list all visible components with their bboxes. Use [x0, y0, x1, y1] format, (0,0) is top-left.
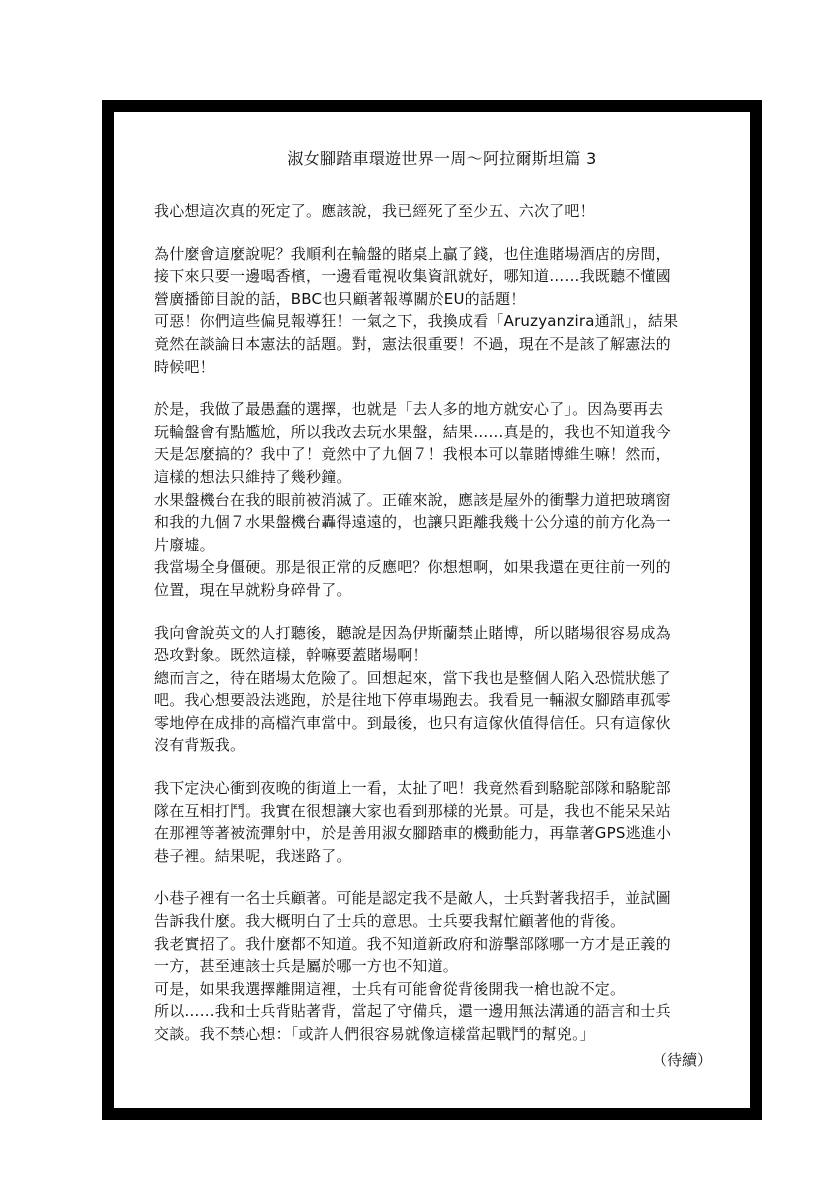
text-line: 水果盤機台在我的眼前被消滅了。正確來說，應該是屋外的衝擊力道把玻璃窗	[154, 490, 671, 509]
text-line: 天是怎麼搞的？我中了！竟然中了九個７！我根本可以靠賭博維生嘛！然而，	[154, 445, 671, 464]
paragraph	[154, 200, 720, 223]
paragraph	[154, 887, 720, 1045]
text-line: 小巷子裡有一名士兵顧著。可能是認定我不是敵人，士兵對著我招手，並試圖	[154, 889, 671, 908]
text-line: 位置，現在早就粉身碎骨了。	[154, 580, 352, 599]
article-body	[154, 148, 720, 1071]
text-line: 交談。我不禁心想：「或許人們很容易就像這樣當起戰鬥的幫兇。」	[154, 1025, 596, 1043]
paragraph-list	[154, 200, 720, 1046]
text-line: 可是，如果我選擇離開這裡，士兵有可能會從背後開我一槍也說不定。	[154, 979, 626, 998]
text-line: 為什麼會這麼說呢？我順利在輪盤的賭桌上贏了錢，也住進賭場酒店的房間，	[154, 244, 671, 263]
paragraph	[154, 398, 720, 601]
text-line: 可惡！你們這些偏見報導狂！一氣之下，我換成看「Aruzyanzira通訊」，結果	[154, 312, 679, 331]
text-line: 竟然在談論日本憲法的話題。對，憲法很重要！不過，現在不是該了解憲法的	[154, 334, 671, 353]
paragraph	[154, 243, 720, 379]
text-line: 恐攻對象。既然這樣，幹嘛要蓋賭場啊！	[154, 646, 428, 665]
page-frame	[102, 100, 762, 1120]
paragraph	[154, 622, 720, 758]
text-line: 在那裡等著被流彈射中，於是善用淑女腳踏車的機動能力，再靠著GPS逃進小	[154, 824, 672, 843]
text-line: 一方，甚至連該士兵是屬於哪一方也不知道。	[154, 957, 459, 976]
text-line: 和我的九個７水果盤機台轟得遠遠的，也讓只距離我幾十公分遠的前方化為一	[154, 513, 671, 532]
text-line: 沒有背叛我。	[154, 736, 246, 755]
text-line: 所以……我和士兵背貼著背，當起了守備兵，還一邊用無法溝通的語言和士兵	[154, 1002, 671, 1021]
to-be-continued-note: （待續）	[651, 1050, 712, 1069]
text-line: 我心想這次真的死定了。應該說，我已經死了至少五、六次了吧！	[154, 202, 595, 220]
text-line: 營廣播節目說的話，BBC也只顧著報導關於EU的話題！	[154, 289, 526, 308]
text-line: 吧。我心想要設法逃跑，於是往地下停車場跑去。我看見一輛淑女腳踏車孤零	[154, 691, 671, 710]
text-line: 巷子裡。結果呢，我迷路了。	[154, 846, 352, 865]
text-line: 我老實招了。我什麼都不知道。我不知道新政府和游擊部隊哪一方才是正義的	[154, 934, 671, 953]
text-line: 片廢墟。	[154, 535, 215, 554]
text-line: 零地停在成排的高檔汽車當中。到最後，也只有這傢伙值得信任。只有這傢伙	[154, 713, 671, 732]
text-line: 隊在互相打鬥。我實在很想讓大家也看到那樣的光景。可是，我也不能呆呆站	[154, 801, 671, 820]
text-line: 於是，我做了最愚蠢的選擇，也就是「去人多的地方就安心了」。因為要再去	[154, 400, 664, 419]
text-line: 總而言之，待在賭場太危險了。回想起來，當下我也是整個人陷入恐慌狀態了	[154, 668, 671, 687]
text-line: 告訴我什麼。我大概明白了士兵的意思。士兵要我幫忙顧著他的背後。	[154, 912, 626, 931]
text-line: 玩輪盤會有點尷尬，所以我改去玩水果盤，結果……真是的，我也不知道我今	[154, 422, 671, 441]
paragraph	[154, 777, 720, 867]
text-line: 接下來只要一邊喝香檳，一邊看電視收集資訊就好，哪知道……我既聽不懂國	[154, 267, 671, 286]
text-line: 我下定決心衝到夜晚的街道上一看，太扯了吧！我竟然看到駱駝部隊和駱駝部	[154, 779, 671, 798]
text-line: 我向會說英文的人打聽後，聽說是因為伊斯蘭禁止賭博，所以賭場很容易成為	[154, 623, 671, 642]
text-line: 這樣的想法只維持了幾秒鐘。	[154, 467, 352, 486]
text-line: 時候吧！	[154, 357, 215, 376]
article-title: 淑女腳踏車環遊世界一周～阿拉爾斯坦篇 3	[287, 149, 597, 168]
text-line: 我當場全身僵硬。那是很正常的反應吧？你想想啊，如果我還在更往前一列的	[154, 558, 671, 577]
